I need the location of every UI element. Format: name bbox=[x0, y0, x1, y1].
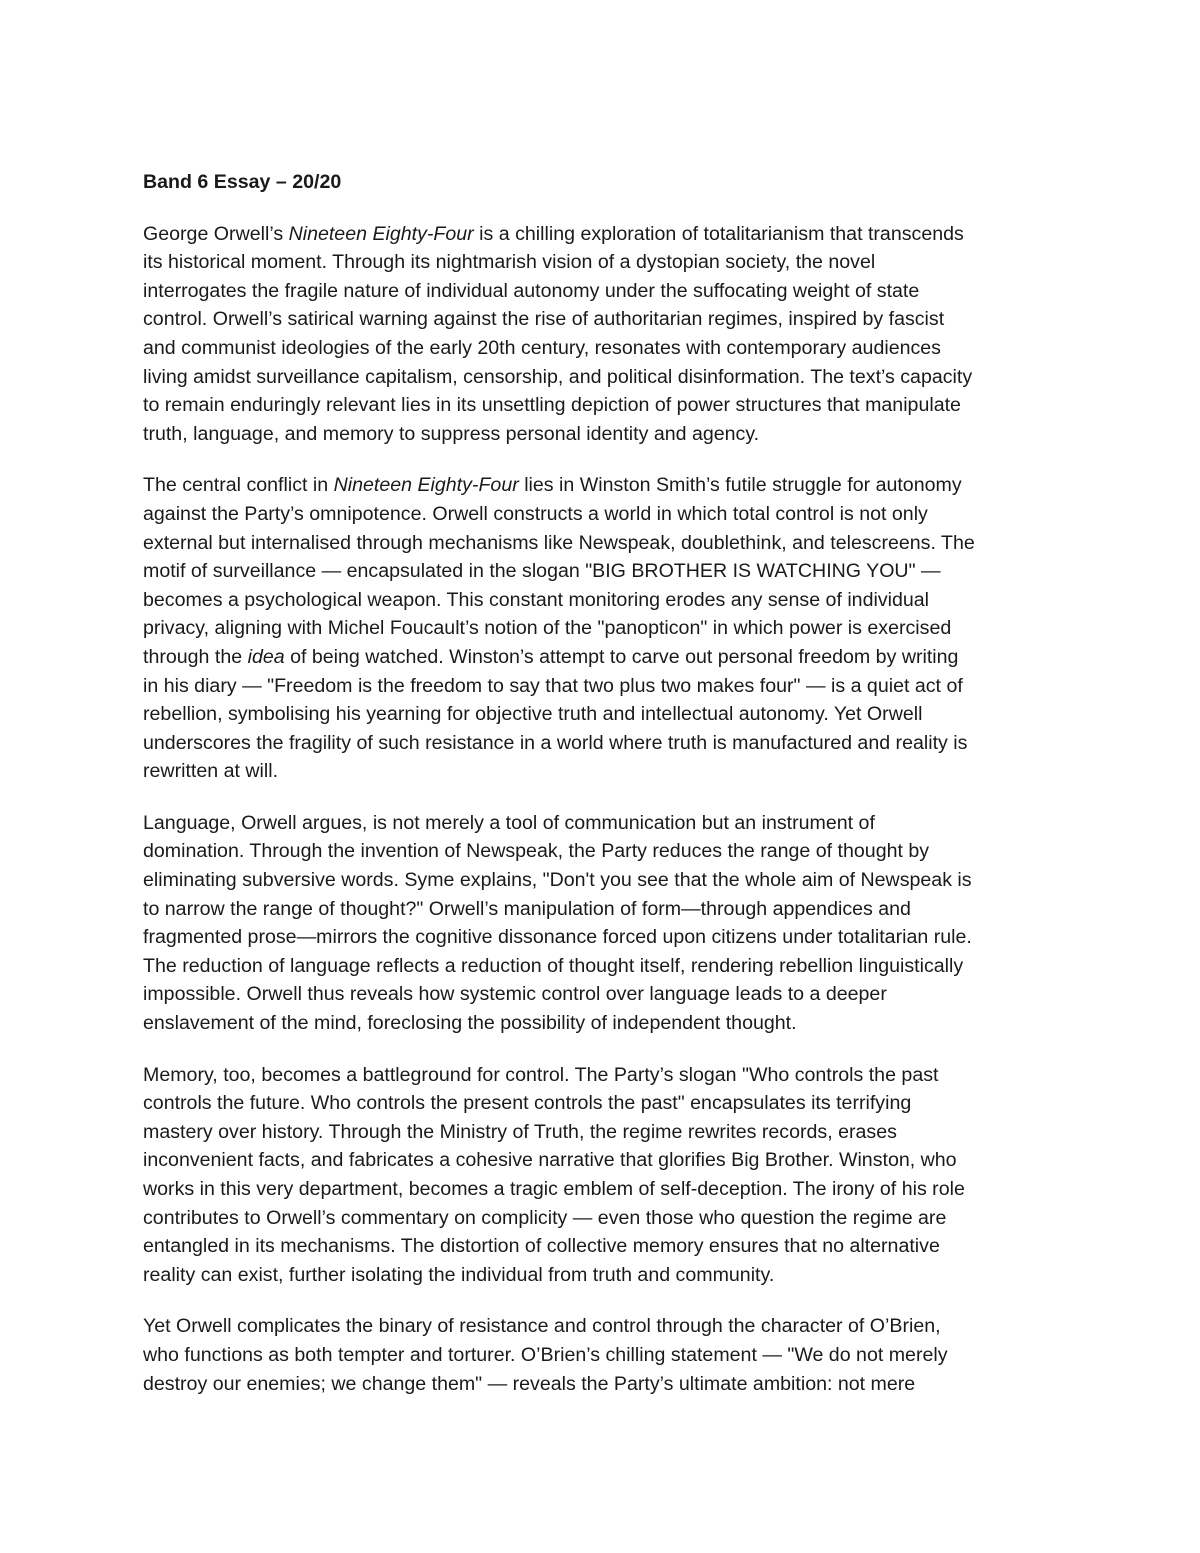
text-line bbox=[143, 1089, 1063, 1118]
text-line bbox=[143, 529, 1063, 558]
text-line bbox=[143, 500, 1063, 529]
text-run: works in this very department, becomes a tragic emblem of self-deception. The irony of his role bbox=[143, 1178, 965, 1200]
text-line bbox=[143, 1232, 1063, 1261]
text-line bbox=[143, 923, 1063, 952]
text-run: destroy our enemies; we change them" — reveals the Party’s ultimate ambition: not mere bbox=[143, 1372, 916, 1395]
text-run: contributes to Orwell’s commentary on complicity — even those who question the regime are bbox=[143, 1206, 947, 1229]
text-run: eliminating subversive words. Syme explains, "Don't you see that the whole aim of Newspeak is bbox=[143, 869, 972, 892]
text-run: enslavement of the mind, foreclosing the possibility of independent thought. bbox=[143, 1012, 797, 1035]
text-line bbox=[143, 672, 1063, 701]
text-run: in his diary — "Freedom is the freedom to say that two plus two makes four" — is a quiet act of bbox=[143, 674, 963, 697]
text-run: impossible. Orwell thus reveals how systemic control over language leads to a deeper bbox=[143, 983, 887, 1006]
text-run: external but internalised through mechanisms like Newspeak, doublethink, and telescreens. The bbox=[143, 531, 975, 554]
text-line bbox=[143, 1341, 1063, 1370]
text-line bbox=[143, 1175, 1063, 1204]
paragraph-4 bbox=[143, 1061, 1063, 1290]
text-line bbox=[143, 1009, 1063, 1038]
text-run: underscores the fragility of such resistance in a world where truth is manufactured and reality is bbox=[143, 731, 968, 754]
text-line bbox=[143, 757, 1063, 786]
text-run: Memory, too, becomes a battleground for control. The Party’s slogan "Who controls the past bbox=[143, 1063, 939, 1086]
text-line bbox=[143, 557, 1063, 586]
text-line bbox=[143, 1312, 1063, 1341]
text-line bbox=[143, 248, 1063, 277]
essay-paragraphs bbox=[143, 220, 1063, 1399]
italic-text: idea bbox=[247, 645, 285, 668]
text-line bbox=[143, 643, 1063, 672]
text-line bbox=[143, 363, 1063, 392]
text-run: becomes a psychological weapon. This constant monitoring erodes any sense of individual bbox=[143, 588, 930, 611]
text-line bbox=[143, 1204, 1063, 1233]
text-run: domination. Through the invention of Newspeak, the Party reduces the range of thought by bbox=[143, 840, 930, 863]
text-line bbox=[143, 1061, 1063, 1090]
paragraph-2 bbox=[143, 471, 1063, 786]
text-line bbox=[143, 614, 1063, 643]
text-line bbox=[143, 1146, 1063, 1175]
text-run: fragmented prose—mirrors the cognitive dissonance forced upon citizens under totalitarian rule. bbox=[143, 926, 972, 949]
text-line bbox=[143, 391, 1063, 420]
text-run: rebellion, symbolising his yearning for objective truth and intellectual autonomy. Yet Orwell bbox=[143, 703, 923, 726]
text-run: is a chilling exploration of totalitarianism that transcends bbox=[473, 222, 964, 245]
text-line bbox=[143, 895, 1063, 924]
text-run: inconvenient facts, and fabricates a cohesive narrative that glorifies Big Brother. Winston, who bbox=[143, 1149, 957, 1172]
text-run: against the Party’s omnipotence. Orwell constructs a world in which total control is not only bbox=[143, 502, 928, 525]
text-run: motif of surveillance — encapsulated in the slogan "BIG BROTHER IS WATCHING YOU" — bbox=[143, 560, 941, 583]
text-run: living amidst surveillance capitalism, censorship, and political disinformation. The text’s capacity bbox=[143, 365, 973, 388]
text-line bbox=[143, 980, 1063, 1009]
text-line bbox=[143, 729, 1063, 758]
text-run: privacy, aligning with Michel Foucault’s notion of the "panopticon" in which power is exercised bbox=[143, 617, 952, 640]
text-run: Language, Orwell argues, is not merely a tool of communication but an instrument of bbox=[143, 811, 875, 834]
text-run: to remain enduringly relevant lies in its unsettling depiction of power structures that manipulate bbox=[143, 394, 961, 417]
text-line bbox=[143, 471, 1063, 500]
text-run: interrogates the fragile nature of individual autonomy under the suffocating weight of state bbox=[143, 279, 920, 302]
text-run: lies in Winston Smith’s futile struggle for autonomy bbox=[518, 474, 962, 497]
text-run: The central conflict in bbox=[143, 474, 334, 497]
text-line bbox=[143, 837, 1063, 866]
text-run: The reduction of language reflects a reduction of thought itself, rendering rebellion linguistically bbox=[143, 954, 964, 977]
text-line bbox=[143, 809, 1063, 838]
essay-title: Band 6 Essay – 20/20 bbox=[143, 171, 342, 193]
text-line bbox=[143, 700, 1063, 729]
paragraph-1 bbox=[143, 220, 1063, 449]
text-run: truth, language, and memory to suppress personal identity and agency. bbox=[143, 422, 760, 445]
paragraph-3 bbox=[143, 809, 1063, 1038]
text-run: George Orwell’s bbox=[143, 222, 289, 245]
text-run: controls the future. Who controls the present controls the past" encapsulates its terrifying bbox=[143, 1092, 912, 1115]
italic-text: Nineteen Eighty-Four bbox=[333, 474, 519, 497]
text-run: Yet Orwell complicates the binary of resistance and control through the character of O’Brien, bbox=[143, 1315, 941, 1338]
text-line bbox=[143, 1261, 1063, 1290]
text-run: through the bbox=[143, 645, 248, 668]
text-line bbox=[143, 334, 1063, 363]
text-run: mastery over history. Through the Ministry of Truth, the regime rewrites records, erases bbox=[143, 1120, 897, 1143]
paragraph-5 bbox=[143, 1312, 1063, 1398]
italic-text: Nineteen Eighty-Four bbox=[288, 222, 474, 245]
text-run: to narrow the range of thought?" Orwell’s manipulation of form—through appendices and bbox=[143, 897, 911, 920]
text-line bbox=[143, 586, 1063, 615]
text-run: of being watched. Winston’s attempt to carve out personal freedom by writing bbox=[284, 645, 959, 668]
text-run: who functions as both tempter and torturer. O’Brien’s chilling statement — "We do not merely bbox=[143, 1343, 948, 1366]
text-line bbox=[143, 305, 1063, 334]
text-run: reality can exist, further isolating the individual from truth and community. bbox=[143, 1263, 775, 1286]
text-line bbox=[143, 220, 1063, 249]
text-run: its historical moment. Through its nightmarish vision of a dystopian society, the novel bbox=[143, 251, 876, 274]
essay-body bbox=[143, 168, 1063, 1398]
text-run: and communist ideologies of the early 20th century, resonates with contemporary audiences bbox=[143, 336, 941, 359]
text-line bbox=[143, 952, 1063, 981]
text-run: entangled in its mechanisms. The distortion of collective memory ensures that no alternative bbox=[143, 1235, 940, 1258]
text-line bbox=[143, 1370, 1063, 1399]
text-run: rewritten at will. bbox=[143, 760, 279, 783]
text-run: control. Orwell’s satirical warning against the rise of authoritarian regimes, inspired by fascist bbox=[143, 308, 945, 331]
text-line bbox=[143, 277, 1063, 306]
text-line bbox=[143, 420, 1063, 449]
text-line bbox=[143, 866, 1063, 895]
text-line bbox=[143, 1118, 1063, 1147]
